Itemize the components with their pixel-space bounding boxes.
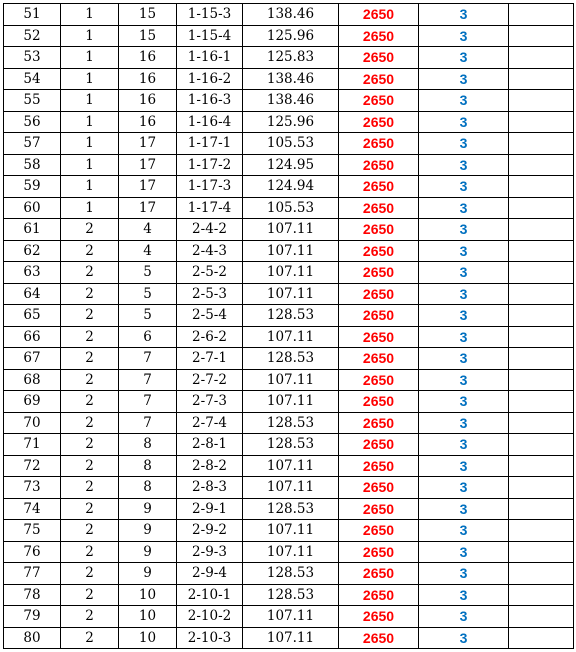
room-cell: 2-8-3 (177, 477, 243, 499)
building-cell: 1 (61, 197, 119, 219)
room-cell: 2-7-2 (177, 369, 243, 391)
building-cell: 2 (61, 606, 119, 628)
unit-cell: 10 (119, 606, 177, 628)
note-cell (509, 305, 574, 327)
building-cell: 2 (61, 563, 119, 585)
building-cell: 2 (61, 348, 119, 370)
table-row (4, 477, 574, 499)
unit-cell: 6 (119, 326, 177, 348)
room-cell: 1-17-2 (177, 154, 243, 176)
row-number: 80 (4, 627, 61, 649)
price-cell: 2650 (339, 391, 419, 413)
area-cell: 107.11 (243, 627, 339, 649)
price-cell: 2650 (339, 197, 419, 219)
building-cell: 1 (61, 47, 119, 69)
price-cell: 2650 (339, 326, 419, 348)
table-row (4, 111, 574, 133)
room-cell: 1-16-3 (177, 90, 243, 112)
table-row (4, 391, 574, 413)
floors-cell: 3 (419, 627, 509, 649)
area-cell: 107.11 (243, 541, 339, 563)
table-row (4, 606, 574, 628)
building-cell: 2 (61, 262, 119, 284)
row-number: 63 (4, 262, 61, 284)
note-cell (509, 90, 574, 112)
unit-cell: 17 (119, 154, 177, 176)
row-number: 79 (4, 606, 61, 628)
room-cell: 2-5-2 (177, 262, 243, 284)
room-cell: 2-5-4 (177, 305, 243, 327)
building-cell: 1 (61, 68, 119, 90)
floors-cell: 3 (419, 412, 509, 434)
floors-cell: 3 (419, 68, 509, 90)
room-cell: 1-15-4 (177, 25, 243, 47)
table-row (4, 133, 574, 155)
building-cell: 1 (61, 154, 119, 176)
floors-cell: 3 (419, 283, 509, 305)
table-row (4, 262, 574, 284)
note-cell (509, 348, 574, 370)
price-cell: 2650 (339, 520, 419, 542)
unit-cell: 16 (119, 68, 177, 90)
area-cell: 125.96 (243, 111, 339, 133)
building-cell: 2 (61, 305, 119, 327)
unit-cell: 16 (119, 47, 177, 69)
unit-cell: 17 (119, 176, 177, 198)
table-row (4, 154, 574, 176)
room-cell: 2-8-1 (177, 434, 243, 456)
floors-cell: 3 (419, 154, 509, 176)
room-cell: 2-7-4 (177, 412, 243, 434)
area-cell: 138.46 (243, 90, 339, 112)
price-cell: 2650 (339, 434, 419, 456)
table-row (4, 68, 574, 90)
floors-cell: 3 (419, 240, 509, 262)
row-number: 62 (4, 240, 61, 262)
unit-cell: 10 (119, 584, 177, 606)
area-cell: 128.53 (243, 434, 339, 456)
floors-cell: 3 (419, 584, 509, 606)
area-cell: 128.53 (243, 563, 339, 585)
room-cell: 2-4-3 (177, 240, 243, 262)
area-cell: 105.53 (243, 197, 339, 219)
unit-cell: 15 (119, 4, 177, 26)
building-cell: 2 (61, 498, 119, 520)
building-cell: 2 (61, 283, 119, 305)
room-cell: 2-9-3 (177, 541, 243, 563)
price-cell: 2650 (339, 240, 419, 262)
room-cell: 2-4-2 (177, 219, 243, 241)
row-number: 65 (4, 305, 61, 327)
floors-cell: 3 (419, 219, 509, 241)
room-cell: 2-7-3 (177, 391, 243, 413)
note-cell (509, 627, 574, 649)
row-number: 52 (4, 25, 61, 47)
note-cell (509, 219, 574, 241)
row-number: 59 (4, 176, 61, 198)
unit-cell: 9 (119, 541, 177, 563)
unit-cell: 16 (119, 111, 177, 133)
building-cell: 2 (61, 541, 119, 563)
area-cell: 105.53 (243, 133, 339, 155)
note-cell (509, 133, 574, 155)
table-row (4, 283, 574, 305)
row-number: 73 (4, 477, 61, 499)
table-row (4, 305, 574, 327)
row-number: 57 (4, 133, 61, 155)
room-cell: 2-7-1 (177, 348, 243, 370)
price-cell: 2650 (339, 563, 419, 585)
note-cell (509, 584, 574, 606)
floors-cell: 3 (419, 391, 509, 413)
row-number: 67 (4, 348, 61, 370)
area-cell: 107.11 (243, 391, 339, 413)
unit-cell: 10 (119, 627, 177, 649)
row-number: 75 (4, 520, 61, 542)
floors-cell: 3 (419, 498, 509, 520)
row-number: 70 (4, 412, 61, 434)
table-row (4, 4, 574, 26)
floors-cell: 3 (419, 606, 509, 628)
area-cell: 107.11 (243, 606, 339, 628)
floors-cell: 3 (419, 262, 509, 284)
floors-cell: 3 (419, 25, 509, 47)
note-cell (509, 391, 574, 413)
floors-cell: 3 (419, 47, 509, 69)
area-cell: 125.96 (243, 25, 339, 47)
price-cell: 2650 (339, 348, 419, 370)
row-number: 77 (4, 563, 61, 585)
table-row (4, 563, 574, 585)
price-cell: 2650 (339, 111, 419, 133)
note-cell (509, 326, 574, 348)
unit-cell: 8 (119, 434, 177, 456)
floors-cell: 3 (419, 434, 509, 456)
room-cell: 1-17-1 (177, 133, 243, 155)
unit-cell: 5 (119, 283, 177, 305)
area-cell: 138.46 (243, 68, 339, 90)
area-cell: 128.53 (243, 305, 339, 327)
room-cell: 2-9-4 (177, 563, 243, 585)
floors-cell: 3 (419, 477, 509, 499)
room-cell: 2-9-2 (177, 520, 243, 542)
row-number: 60 (4, 197, 61, 219)
table-row (4, 219, 574, 241)
area-cell: 128.53 (243, 584, 339, 606)
table-row (4, 584, 574, 606)
unit-cell: 9 (119, 563, 177, 585)
building-cell: 1 (61, 111, 119, 133)
price-cell: 2650 (339, 606, 419, 628)
data-table (3, 3, 574, 649)
room-cell: 2-9-1 (177, 498, 243, 520)
floors-cell: 3 (419, 176, 509, 198)
note-cell (509, 176, 574, 198)
table-row (4, 520, 574, 542)
building-cell: 1 (61, 25, 119, 47)
price-cell: 2650 (339, 412, 419, 434)
building-cell: 1 (61, 90, 119, 112)
note-cell (509, 47, 574, 69)
unit-cell: 17 (119, 197, 177, 219)
table-row (4, 197, 574, 219)
note-cell (509, 563, 574, 585)
table-row (4, 240, 574, 262)
price-cell: 2650 (339, 283, 419, 305)
unit-cell: 5 (119, 262, 177, 284)
floors-cell: 3 (419, 133, 509, 155)
price-cell: 2650 (339, 154, 419, 176)
row-number: 54 (4, 68, 61, 90)
building-cell: 2 (61, 219, 119, 241)
floors-cell: 3 (419, 4, 509, 26)
price-cell: 2650 (339, 68, 419, 90)
building-cell: 2 (61, 455, 119, 477)
note-cell (509, 455, 574, 477)
room-cell: 1-17-3 (177, 176, 243, 198)
price-cell: 2650 (339, 305, 419, 327)
unit-cell: 15 (119, 25, 177, 47)
room-cell: 2-8-2 (177, 455, 243, 477)
table-row (4, 25, 574, 47)
unit-cell: 9 (119, 520, 177, 542)
building-cell: 2 (61, 412, 119, 434)
unit-cell: 16 (119, 90, 177, 112)
area-cell: 107.11 (243, 326, 339, 348)
row-number: 66 (4, 326, 61, 348)
room-cell: 1-16-4 (177, 111, 243, 133)
building-cell: 1 (61, 133, 119, 155)
floors-cell: 3 (419, 455, 509, 477)
building-cell: 1 (61, 176, 119, 198)
area-cell: 107.11 (243, 477, 339, 499)
building-cell: 2 (61, 584, 119, 606)
room-cell: 2-5-3 (177, 283, 243, 305)
table-row (4, 348, 574, 370)
unit-cell: 9 (119, 498, 177, 520)
price-cell: 2650 (339, 90, 419, 112)
row-number: 78 (4, 584, 61, 606)
table-row (4, 498, 574, 520)
area-cell: 107.11 (243, 283, 339, 305)
area-cell: 107.11 (243, 240, 339, 262)
note-cell (509, 412, 574, 434)
floors-cell: 3 (419, 197, 509, 219)
note-cell (509, 434, 574, 456)
building-cell: 2 (61, 477, 119, 499)
unit-cell: 7 (119, 391, 177, 413)
building-cell: 2 (61, 627, 119, 649)
note-cell (509, 154, 574, 176)
price-cell: 2650 (339, 219, 419, 241)
room-cell: 1-16-1 (177, 47, 243, 69)
area-cell: 107.11 (243, 520, 339, 542)
price-cell: 2650 (339, 498, 419, 520)
table-row (4, 455, 574, 477)
unit-cell: 17 (119, 133, 177, 155)
building-cell: 2 (61, 434, 119, 456)
area-cell: 107.11 (243, 219, 339, 241)
building-cell: 2 (61, 326, 119, 348)
price-cell: 2650 (339, 477, 419, 499)
floors-cell: 3 (419, 90, 509, 112)
price-cell: 2650 (339, 627, 419, 649)
room-cell: 2-10-2 (177, 606, 243, 628)
note-cell (509, 520, 574, 542)
area-cell: 124.94 (243, 176, 339, 198)
row-number: 76 (4, 541, 61, 563)
note-cell (509, 369, 574, 391)
price-cell: 2650 (339, 455, 419, 477)
row-number: 55 (4, 90, 61, 112)
floors-cell: 3 (419, 563, 509, 585)
table-row (4, 176, 574, 198)
building-cell: 2 (61, 240, 119, 262)
note-cell (509, 4, 574, 26)
table-row (4, 434, 574, 456)
floors-cell: 3 (419, 326, 509, 348)
note-cell (509, 197, 574, 219)
row-number: 69 (4, 391, 61, 413)
price-cell: 2650 (339, 176, 419, 198)
area-cell: 128.53 (243, 498, 339, 520)
area-cell: 124.95 (243, 154, 339, 176)
price-cell: 2650 (339, 584, 419, 606)
room-cell: 2-10-1 (177, 584, 243, 606)
area-cell: 128.53 (243, 348, 339, 370)
row-number: 74 (4, 498, 61, 520)
unit-cell: 4 (119, 240, 177, 262)
table-row (4, 47, 574, 69)
note-cell (509, 541, 574, 563)
area-cell: 128.53 (243, 412, 339, 434)
table-row (4, 412, 574, 434)
room-cell: 2-6-2 (177, 326, 243, 348)
row-number: 58 (4, 154, 61, 176)
area-cell: 125.83 (243, 47, 339, 69)
unit-cell: 7 (119, 348, 177, 370)
price-cell: 2650 (339, 4, 419, 26)
note-cell (509, 606, 574, 628)
building-cell: 2 (61, 391, 119, 413)
note-cell (509, 111, 574, 133)
floors-cell: 3 (419, 348, 509, 370)
row-number: 71 (4, 434, 61, 456)
note-cell (509, 240, 574, 262)
floors-cell: 3 (419, 541, 509, 563)
floors-cell: 3 (419, 520, 509, 542)
row-number: 64 (4, 283, 61, 305)
note-cell (509, 498, 574, 520)
note-cell (509, 68, 574, 90)
unit-cell: 7 (119, 369, 177, 391)
room-cell: 2-10-3 (177, 627, 243, 649)
price-cell: 2650 (339, 25, 419, 47)
room-cell: 1-15-3 (177, 4, 243, 26)
note-cell (509, 477, 574, 499)
price-cell: 2650 (339, 47, 419, 69)
row-number: 68 (4, 369, 61, 391)
table-row (4, 627, 574, 649)
table-body (4, 4, 574, 649)
building-cell: 2 (61, 520, 119, 542)
row-number: 56 (4, 111, 61, 133)
building-cell: 1 (61, 4, 119, 26)
room-cell: 1-17-4 (177, 197, 243, 219)
floors-cell: 3 (419, 305, 509, 327)
note-cell (509, 25, 574, 47)
row-number: 53 (4, 47, 61, 69)
area-cell: 107.11 (243, 262, 339, 284)
floors-cell: 3 (419, 111, 509, 133)
note-cell (509, 283, 574, 305)
table-row (4, 369, 574, 391)
row-number: 51 (4, 4, 61, 26)
unit-cell: 7 (119, 412, 177, 434)
price-cell: 2650 (339, 369, 419, 391)
row-number: 61 (4, 219, 61, 241)
price-cell: 2650 (339, 262, 419, 284)
row-number: 72 (4, 455, 61, 477)
area-cell: 138.46 (243, 4, 339, 26)
table-row (4, 541, 574, 563)
area-cell: 107.11 (243, 369, 339, 391)
table-row (4, 326, 574, 348)
floors-cell: 3 (419, 369, 509, 391)
unit-cell: 8 (119, 477, 177, 499)
price-cell: 2650 (339, 133, 419, 155)
room-cell: 1-16-2 (177, 68, 243, 90)
unit-cell: 4 (119, 219, 177, 241)
unit-cell: 8 (119, 455, 177, 477)
building-cell: 2 (61, 369, 119, 391)
unit-cell: 5 (119, 305, 177, 327)
area-cell: 107.11 (243, 455, 339, 477)
price-cell: 2650 (339, 541, 419, 563)
table-row (4, 90, 574, 112)
note-cell (509, 262, 574, 284)
